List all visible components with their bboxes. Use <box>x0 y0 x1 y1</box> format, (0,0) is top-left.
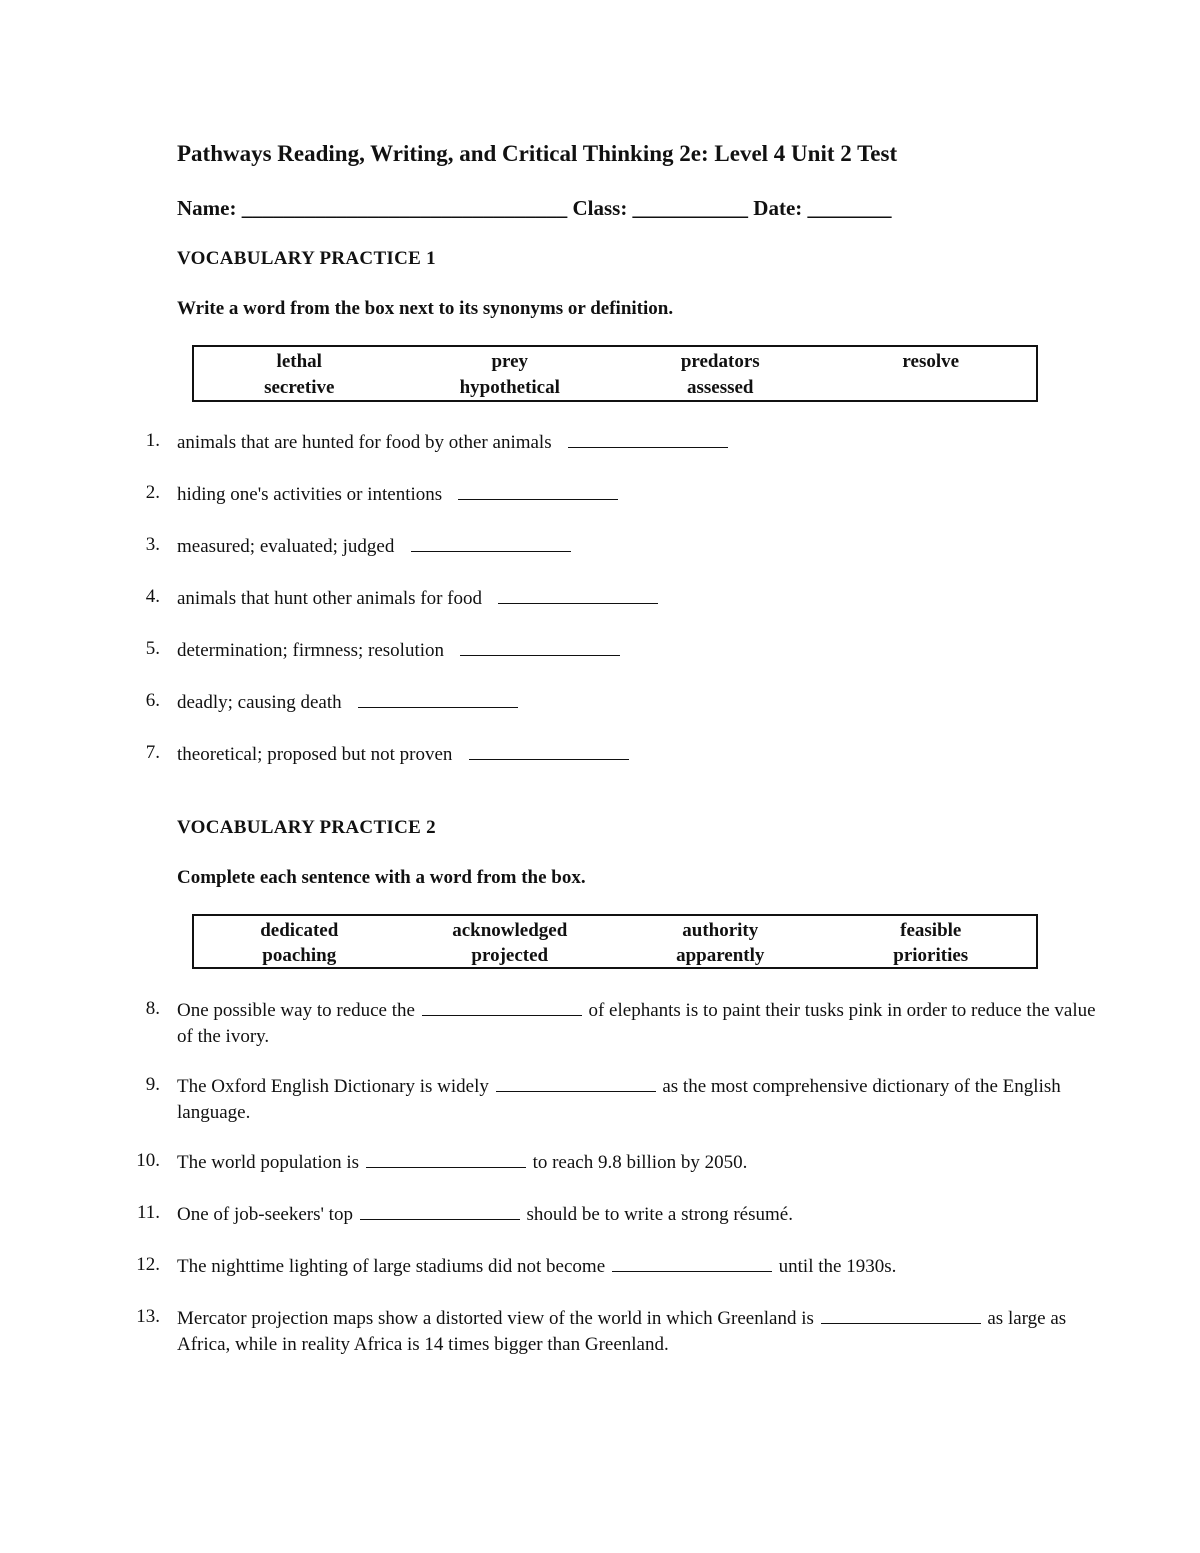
question-text: determination; firmness; resolution <box>177 640 445 661</box>
instruction-vocab-1: Write a word from the box next to its synonyms or definition. <box>177 298 674 319</box>
word-box-item: apparently <box>676 945 765 966</box>
question-number: 5. <box>145 638 160 659</box>
question-number: 3. <box>145 534 160 555</box>
question-number: 4. <box>145 586 160 607</box>
question-number: 7. <box>145 742 160 763</box>
word-box-item: predators <box>680 351 760 372</box>
question-number: 12. <box>136 1254 160 1275</box>
answer-blank[interactable] <box>568 428 728 448</box>
question-number: 11. <box>136 1202 160 1223</box>
question-text-before: The world population is <box>177 1152 360 1173</box>
question-text-before: The Oxford English Dictionary is widely <box>177 1076 489 1097</box>
instruction-vocab-2: Complete each sentence with a word from the box. <box>177 867 586 888</box>
student-info-line: Name: _______________________________ Class: ___________ Date: ________ <box>177 196 892 220</box>
question-text: animals that are hunted for food by other animals <box>177 432 552 453</box>
question-number: 13. <box>136 1306 160 1327</box>
word-box-item: resolve <box>902 351 960 372</box>
answer-blank[interactable] <box>366 1148 526 1168</box>
question-text: deadly; causing death <box>177 692 342 713</box>
answer-blank[interactable] <box>496 1072 656 1092</box>
answer-blank[interactable] <box>360 1200 520 1220</box>
word-box-item: secretive <box>264 376 335 398</box>
page-title: Pathways Reading, Writing, and Critical Thinking 2e: Level 4 Unit 2 Test <box>177 141 898 166</box>
question-text-after: of elephants is to paint their tusks pink in order to reduce the value of the ivory. <box>177 1000 1096 1047</box>
answer-blank[interactable] <box>458 480 618 500</box>
word-box-item: feasible <box>900 920 962 941</box>
answer-blank[interactable] <box>612 1252 772 1272</box>
question-text: theoretical; proposed but not proven <box>177 744 453 765</box>
question-text-after: as large as Africa, while in reality Africa is 14 times bigger than Greenland. <box>177 1308 1067 1355</box>
question-number: 10. <box>136 1150 160 1171</box>
word-box-item: prey <box>491 351 529 372</box>
word-box-item <box>826 375 1037 401</box>
answer-blank[interactable] <box>469 740 629 760</box>
question-text: animals that hunt other animals for food <box>177 588 482 609</box>
question-number: 6. <box>145 690 160 711</box>
answer-blank[interactable] <box>411 532 571 552</box>
question-text-before: Mercator projection maps show a distorted view of the world in which Greenland is <box>177 1308 814 1329</box>
question-text-after: to reach 9.8 billion by 2050. <box>532 1152 748 1173</box>
answer-blank[interactable] <box>460 636 620 656</box>
section-heading-vocab-1: VOCABULARY PRACTICE 1 <box>177 248 436 269</box>
question-text-after: as the most comprehensive dictionary of the English language. <box>177 1076 1061 1123</box>
word-box-1 <box>192 345 1038 402</box>
word-box-item: authority <box>682 920 759 941</box>
word-box-item: acknowledged <box>452 920 568 941</box>
question-text-after: should be to write a strong résumé. <box>526 1204 793 1225</box>
answer-blank[interactable] <box>422 996 582 1016</box>
word-box-item: priorities <box>893 945 969 966</box>
word-box-item: lethal <box>276 351 322 372</box>
answer-blank[interactable] <box>821 1304 981 1324</box>
question-number: 8. <box>145 998 160 1019</box>
question-text: measured; evaluated; judged <box>177 536 395 557</box>
question-text-before: The nighttime lighting of large stadiums did not become <box>177 1256 606 1277</box>
question-number: 1. <box>145 430 160 451</box>
question-number: 2. <box>145 482 160 503</box>
question-text-after: until the 1930s. <box>778 1256 897 1277</box>
word-box-item: dedicated <box>260 920 339 941</box>
question-number: 9. <box>145 1074 160 1095</box>
question-text-before: One possible way to reduce the <box>177 1000 415 1021</box>
word-box-item: hypothetical <box>459 376 560 398</box>
word-box-2 <box>192 914 1038 969</box>
word-box-item: poaching <box>262 945 337 966</box>
section-heading-vocab-2: VOCABULARY PRACTICE 2 <box>177 817 436 838</box>
word-box-item: assessed <box>686 376 754 398</box>
word-box-item: projected <box>471 945 549 966</box>
answer-blank[interactable] <box>358 688 518 708</box>
question-text: hiding one's activities or intentions <box>177 484 443 505</box>
question-text-before: One of job-seekers' top <box>177 1204 353 1225</box>
answer-blank[interactable] <box>498 584 658 604</box>
